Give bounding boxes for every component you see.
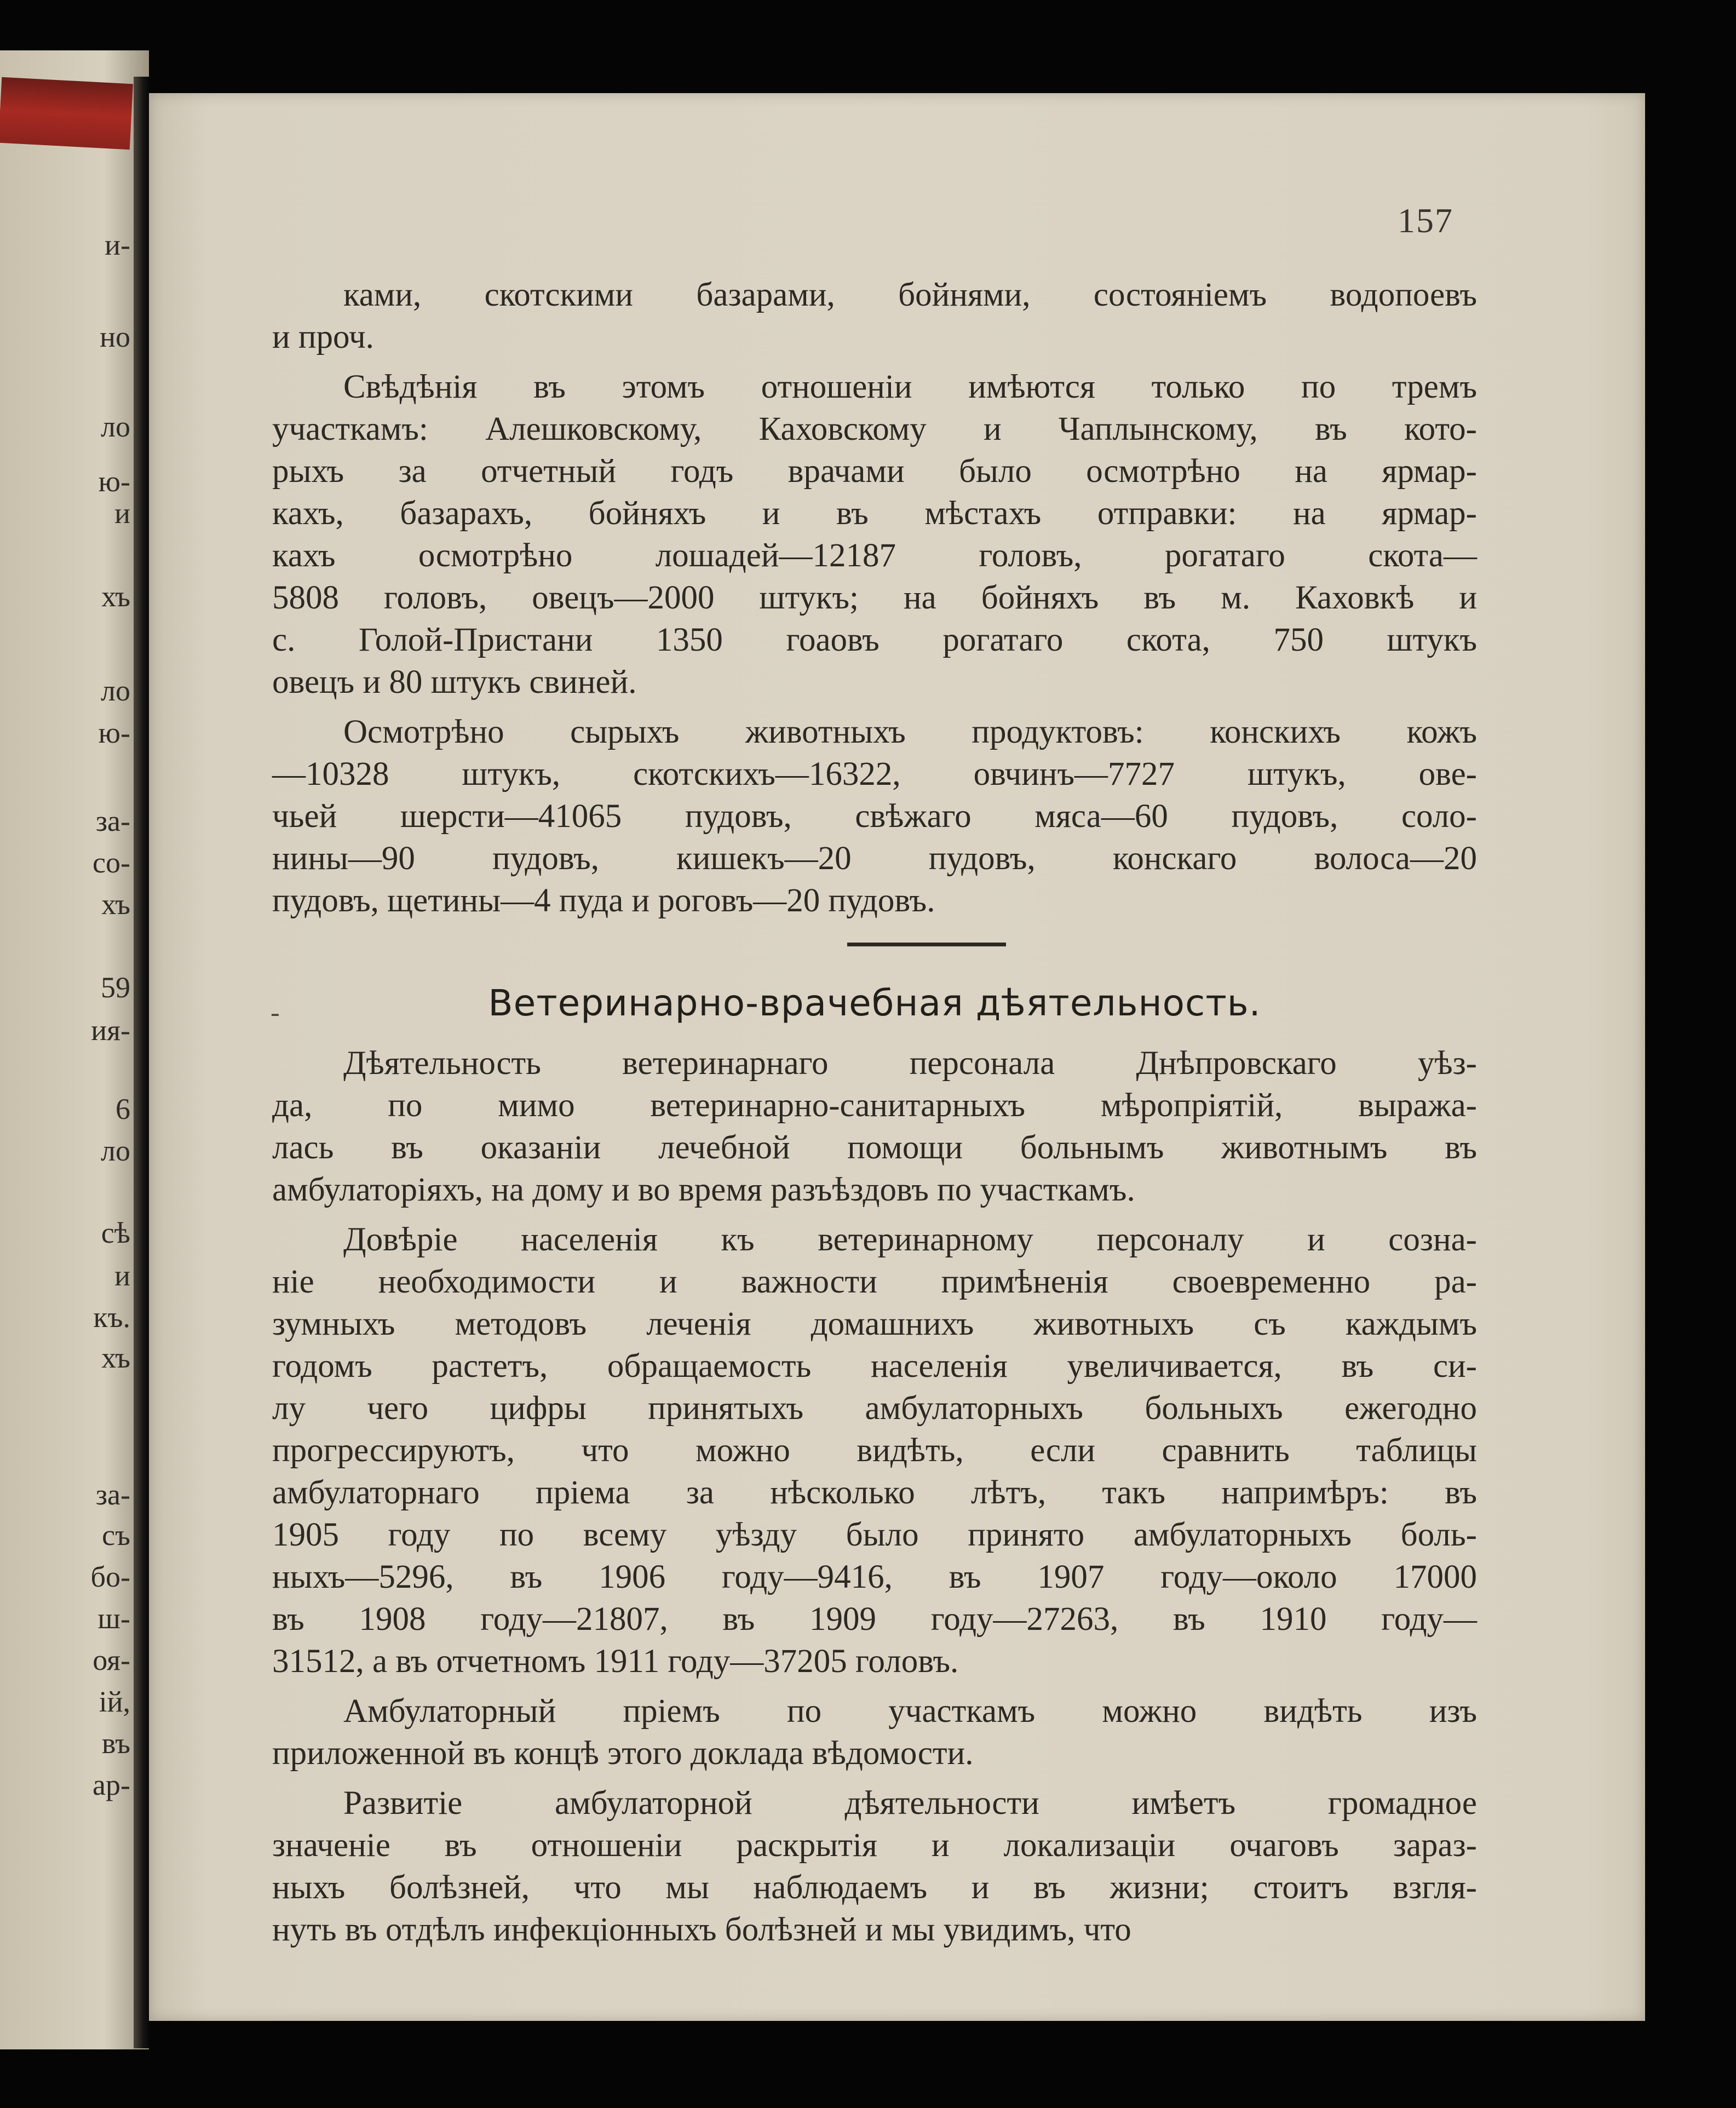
left-page-fragment: ло <box>101 410 130 443</box>
left-page-fragment: и <box>114 1259 130 1292</box>
text-line: Развитіе амбулаторной дѣятельности имѣетъ громадное <box>343 1785 1477 1822</box>
left-page-text-fragments <box>0 50 149 2049</box>
text-line: прогрессируютъ, что можно видѣть, если сравнить таблицы <box>272 1432 1477 1469</box>
divider-rule <box>847 943 1006 946</box>
left-page-fragment: бо- <box>90 1560 130 1593</box>
text-line: годомъ растетъ, обращаемость населенія увеличивается, въ си- <box>272 1348 1477 1385</box>
left-page-fragment: къ. <box>93 1301 130 1334</box>
left-page-fragment: хъ <box>101 1341 130 1374</box>
text-line: значеніе въ отношеніи раскрытія и локализаціи очаговъ зараз- <box>272 1827 1477 1864</box>
page-number: 157 <box>1398 201 1453 240</box>
text-line: лу чего цифры принятыхъ амбулаторныхъ больныхъ ежегодно <box>272 1390 1477 1427</box>
text-line: ніе необходимости и важности примѣненія своевременно ра- <box>272 1263 1477 1300</box>
text-line: овецъ и 80 штукъ свиней. <box>272 664 637 700</box>
text-line: Дѣятельность ветеринарнаго персонала Днѣпровскаго уѣз- <box>343 1045 1477 1082</box>
left-page-fragment: 6 <box>116 1093 130 1125</box>
text-line: —10328 штукъ, скотскихъ—16322, овчинъ—7727 штукъ, ове- <box>272 756 1477 792</box>
left-page-fragment: ю- <box>98 465 130 498</box>
left-page-fragment: за- <box>95 805 130 837</box>
text-line: 31512, а въ отчетномъ 1911 году—37205 головъ. <box>272 1643 959 1680</box>
left-page-fragment: ар- <box>93 1768 130 1801</box>
left-page-fragment: но <box>100 320 130 353</box>
text-block-before-heading <box>272 274 1477 922</box>
text-line: ныхъ болѣзней, что мы наблюдаемъ и въ жизни; стоитъ взгля- <box>272 1869 1477 1906</box>
left-page-fragment: оя- <box>93 1644 130 1676</box>
text-line: рыхъ за отчетный годъ врачами было осмотрѣно на ярмар- <box>272 453 1477 490</box>
text-line: да, по мимо ветеринарно-санитарныхъ мѣропріятій, выража- <box>272 1087 1477 1124</box>
text-line: кахъ, базарахъ, бойняхъ и въ мѣстахъ отправки: на ярмар- <box>272 495 1477 532</box>
text-line: приложенной въ концѣ этого доклада вѣдомости. <box>272 1735 974 1772</box>
text-line: зумныхъ методовъ леченія домашнихъ животныхъ съ каждымъ <box>272 1306 1477 1342</box>
text-line: пудовъ, щетины—4 пуда и роговъ—20 пудовъ. <box>272 882 935 919</box>
paragraph <box>272 1690 1477 1774</box>
text-line: лась въ оказаніи лечебной помощи больнымъ животнымъ въ <box>272 1129 1477 1166</box>
page <box>149 93 1645 2021</box>
left-page-fragment: ш- <box>97 1602 130 1635</box>
text-line: амбулаторіяхъ, на дому и во время разъѣздовъ по участкамъ. <box>272 1171 1135 1208</box>
paragraph <box>272 274 1477 358</box>
paragraph-gap <box>272 703 1477 711</box>
left-page-fragment: 59 <box>101 971 130 1004</box>
text-line: кахъ осмотрѣно лошадей—12187 головъ, рогатаго скота— <box>272 537 1477 574</box>
section-divider <box>272 922 1477 977</box>
text-line: с. Голой-Пристани 1350 гоаовъ рогатаго скота, 750 штукъ <box>272 622 1477 658</box>
text-line: нуть въ отдѣлъ инфекціонныхъ болѣзней и мы увидимъ, что <box>272 1911 1131 1948</box>
paragraph-gap <box>272 358 1477 366</box>
text-line: 5808 головъ, овецъ—2000 штукъ; на бойняхъ въ м. Каховкѣ и <box>272 579 1477 616</box>
text-line: и проч. <box>272 319 374 355</box>
text-line: нины—90 пудовъ, кишекъ—20 пудовъ, конскаго волоса—20 <box>272 840 1477 877</box>
text-line: 1905 году по всему уѣзду было принято амбулаторныхъ боль- <box>272 1517 1477 1553</box>
paragraph <box>272 1042 1477 1211</box>
book-gutter <box>134 77 150 2048</box>
paragraph <box>272 1782 1477 1951</box>
text-line: ками, скотскими базарами, бойнями, состояніемъ водопоевъ <box>343 277 1477 313</box>
left-page-fragment: въ <box>101 1727 130 1760</box>
left-page-fragment: хъ <box>101 580 130 613</box>
left-page-fragment: ло <box>101 1134 130 1167</box>
text-line: участкамъ: Алешковскому, Каховскому и Чаплынскому, въ кото- <box>272 411 1477 447</box>
text-line: Довѣріе населенія къ ветеринарному персоналу и созна- <box>343 1221 1477 1258</box>
text-line: Амбулаторный пріемъ по участкамъ можно видѣть изъ <box>343 1693 1477 1730</box>
left-page-fragment: ия- <box>91 1014 130 1047</box>
page-text <box>272 274 1477 1951</box>
left-page-fragment: и <box>114 497 130 530</box>
paragraph-gap <box>272 1682 1477 1690</box>
left-page-fragment: съ <box>102 1519 130 1552</box>
text-block-after-heading <box>272 1042 1477 1951</box>
paragraph-gap <box>272 1211 1477 1219</box>
text-line: чьей шерсти—41065 пудовъ, свѣжаго мяса—60 пудовъ, соло- <box>272 798 1477 835</box>
text-line: Осмотрѣно сырыхъ животныхъ продуктовъ: конскихъ кожъ <box>343 714 1477 750</box>
left-page-fragment: хъ <box>101 888 130 921</box>
left-page-fragment: за- <box>95 1478 130 1511</box>
section-heading-row <box>272 977 1477 1042</box>
paragraph <box>272 1219 1477 1682</box>
text-line: Свѣдѣнія въ этомъ отношеніи имѣются только по тремъ <box>343 369 1477 405</box>
text-line: въ 1908 году—21807, въ 1909 году—27263, въ 1910 году— <box>272 1601 1477 1638</box>
left-page-fragment: ю- <box>98 716 130 749</box>
left-page-fragment: и- <box>105 228 130 261</box>
paragraph-gap <box>272 1774 1477 1782</box>
left-page-fragment: сѣ <box>101 1216 130 1249</box>
left-page-fragment: со- <box>93 846 130 879</box>
paragraph <box>272 711 1477 922</box>
left-page-fragment: ій, <box>99 1685 130 1718</box>
text-line: ныхъ—5296, въ 1906 году—9416, въ 1907 году—около 17000 <box>272 1559 1477 1595</box>
text-line: амбулаторнаго пріема за нѣсколько лѣтъ, такъ напримѣръ: въ <box>272 1474 1477 1511</box>
heading-margin-mark: - <box>271 997 280 1027</box>
left-page-edge <box>0 50 149 2049</box>
paragraph <box>272 366 1477 703</box>
section-heading: Ветеринарно-врачебная дѣятельность. <box>488 982 1261 1024</box>
left-page-fragment: ло <box>101 674 130 707</box>
